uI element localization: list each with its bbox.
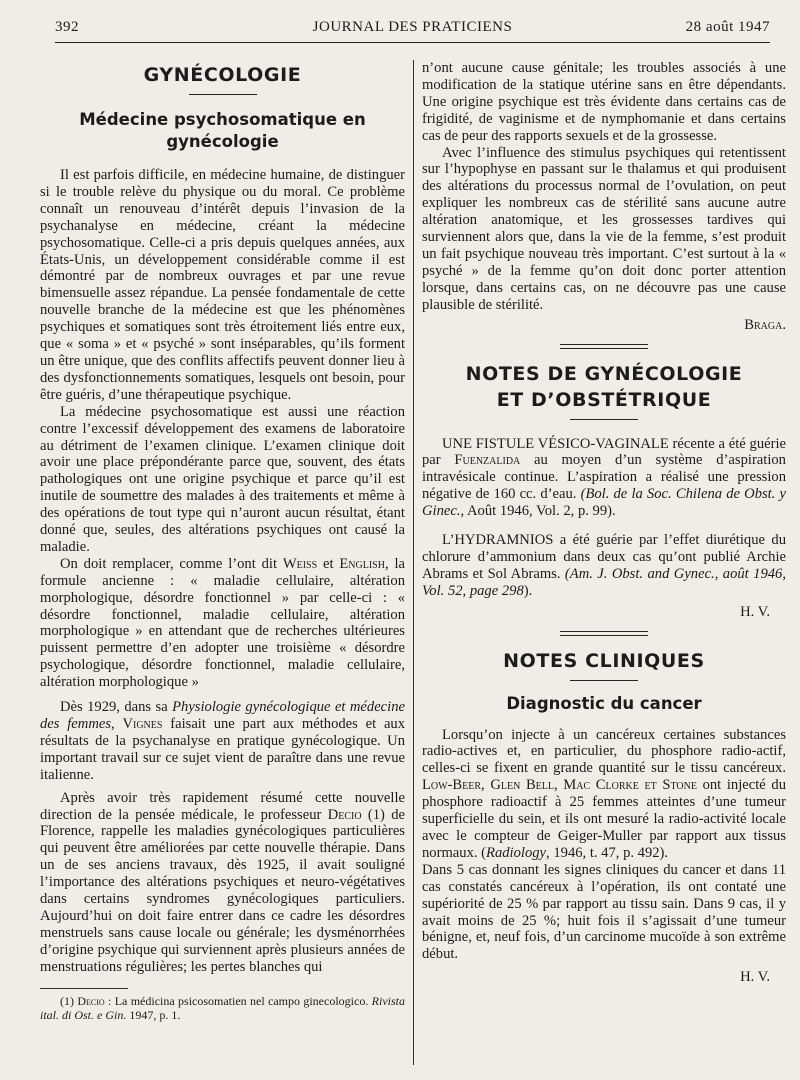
book-title: Physiologie gynécologique et médecine des femmes xyxy=(40,699,405,732)
article-title-cancer: Diagnostic du cancer xyxy=(506,693,702,713)
signature-braga: Braga. xyxy=(744,316,786,333)
paragraph-4: Dès 1929, dans sa Physiologie gynécologique et médecine des femmes, Vignes faisait une part aux méthodes et aux résultats de la psychanalyse en pratique gynécologique. Un important travail sur ce sujet vient de paraître dans une revue italienne. xyxy=(40,699,406,783)
author-fuenzalida: Fuenzalida xyxy=(454,452,521,469)
paragraph-6: n’ont aucune cause génitale; les troubles associés à une modification de la statique utérine sans en être dépendants. Une origine psychique est très évidente dans certains cas de frigidité, de vaginisme et de nymphomanie et dans certains cas de peur des rapports sexuels et de la grossesse. xyxy=(422,60,786,144)
note-hydramnios-head: L’HYDRAMNIOS xyxy=(442,532,554,549)
journal-title: JOURNAL DES PRATICIENS xyxy=(312,19,513,35)
column-divider xyxy=(413,60,414,1065)
section-rule xyxy=(570,680,638,681)
signature-hv: H. V. xyxy=(740,969,770,986)
right-column xyxy=(422,60,786,986)
section-rule xyxy=(570,419,638,420)
section-rule xyxy=(189,94,257,95)
paragraph-2: La médecine psychosomatique est aussi une réaction contre l’excessif développement des examens de laboratoire au détriment de l’examen clinique. L’examen clinique doit avoir une place prépondérante parce que, souvent, des états pathologiques ont une origine psychique et parce qu’il est inutile de soumettre des malades à des traitements et même à des opérations de tout type qui n’auront aucun résultat, étant donné que, seules, des altérations psychiques ont causé la maladie. xyxy=(40,403,405,555)
double-rule xyxy=(560,631,648,636)
double-rule xyxy=(560,344,648,349)
paragraph-1: Il est parfois difficile, en médecine humaine, de distinguer si le trouble relève du physique ou du moral. Ce problème connaît un renouveau d’intérêt depuis l’invasion de la psychanalyse en médecine, créant la médecine psychosomatique. Celle-ci a pris depuis quelques années, aux États-Unis, un développement considérable comme il est démontré par de nombreux ouvrages et par une revue bimensuelle assez répandue. La pensée fondamentale de cette nouvelle branche de la médecine est que les phénomènes psychiques et somatiques sont très étroitement liés entre eux, que « soma » et « psyché » sont inséparables, qu’ils forment un être unique, que des conflits affectifs peuvent donner lieu à des dysfonctionnements somatiques, lesquels ont besoin, pour être guéris, d’une thérapeutique psychique. xyxy=(40,167,405,403)
author-decio: Decio xyxy=(327,806,362,823)
note-fistule: UNE FISTULE VÉSICO-VAGINALE récente a été guérie par Fuenzalida au moyen d’un système d’aspiration intravésicale continue. L’aspiration a réalisé une pression négative de 160 cc. d’eau. (Bol. de la Soc. Chilena de Obst. y Ginec., Août 1946, Vol. 2, p. 99). xyxy=(422,435,787,520)
footnote-ref: (1) xyxy=(361,806,385,823)
note-fistule-head: UNE FISTULE VÉSICO-VAGINALE xyxy=(442,435,669,452)
issue-date: 28 août 1947 xyxy=(685,19,770,35)
article-title: Médecine psychosomatique en gynécologie xyxy=(79,110,366,151)
author-weiss: Weiss xyxy=(282,555,318,572)
footnote-rule xyxy=(40,988,128,989)
signature-hv: H. V. xyxy=(740,603,770,620)
paragraph-9: Dans 5 cas donnant les signes cliniques du cancer et dans 11 cas constatés cancéreux à l’opération, ils ont contaté une supériorité de 25 % par rapport au tissu sain. Dans 9 cas, il y avait moins de 25 %; huit fois il s’agissait d’une tumeur bénigne, et, neuf fois, d’un carcinome mucoïde à son extrême début. xyxy=(422,861,786,963)
left-column xyxy=(40,60,405,1022)
section-title-notes-gynecologie: NOTES DE GYNÉCOLOGIE ET D’OBSTÉTRIQUE xyxy=(465,362,743,411)
header-rule xyxy=(55,42,770,43)
footnote: (1) Decio : La médicina psicosomatien nel campo ginecologico. Rivista ital. di Ost. e Gin. 1947, p. 1. xyxy=(40,993,405,1022)
authors-low-beer: Low-Beer, Glen Bell, Mac Clorke et Stone xyxy=(422,777,697,794)
page-number: 392 xyxy=(55,19,79,35)
paragraph-7: Avec l’influence des stimulus psychiques qui retentissent sur l’hypophyse en passant sur le thalamus et qui produisent des altérations du processus normal de l’ovulation, on peut expliquer les nombreux cas de stérilité sans aucune autre altération anatomique, et les grossesses tardives qui surviennent alors que, dans la vie de la femme, s’est produit un fait psychique nouveau très important. C’est surtout à la « psyché » de la femme qu’on doit donc porter attention lorsque, dans certains cas, on ne découvre pas une cause plausible de stérilité. xyxy=(422,144,786,313)
author-english: English xyxy=(339,555,385,572)
paragraph-8: Lorsqu’on injecte à un cancéreux certaines substances radio-actives et, en particulier, du phosphore radio-actif, celles-ci se fixent en grande quantité sur le tissu cancéreux. Low-Beer, Glen Bell, Mac Clorke et Stone ont injecté du phosphore radioactif à 25 femmes atteintes d’une tumeur superficielle du sein, et ils ont mesuré la radio-activité locale avec le compteur de Geiger-Muller par rapport aux tissus normaux. (Radiology, 1946, t. 47, p. 492). xyxy=(422,726,786,861)
paragraph-5: Après avoir très rapidement résumé cette nouvelle direction de la pensée médicale, le professeur Decio (1) de Florence, rappelle les maladies gynécologiques particulières qui peuvent être améliorées par cette nouvelle thérapie. Dans un de ses anciens travaux, dès 1925, il avait souligné l’importance des altérations psychiques et neuro-végétatives dans certains syndromes gynécologiques particuliers. Aujourd’hui on doit faire entrer dans ce cadre les désordres menstruels sans cause locale ou générale; les dysménorrhées d’origine psychique qui surviennent après plusieurs années de menstruations régulières; les pertes blanches qui xyxy=(40,789,405,975)
running-header xyxy=(55,19,770,41)
note-hydramnios: L’HYDRAMNIOS a été guérie par l’effet diurétique du chlorure d’ammonium dans deux cas qu’ont publié Archie Abrams et Sol Abrams. (Am. J. Obst. and Gynec., août 1946, Vol. 52, page 298). xyxy=(422,532,786,599)
paragraph-3: On doit remplacer, comme l’ont dit Weiss et English, la formule ancienne : « maladie cellulaire, altération morphologique, désordre fonctionnel » par celle-ci : « désordre fonctionnel, maladie cellulaire, altération morphologique » en attendant que de recherches ultérieures puissent permettre d’en adopter une troisième « désordre psychologique, désordre fonctionnel, maladie cellulaire, altération morphologique » xyxy=(40,555,405,691)
section-title-notes-cliniques: NOTES CLINIQUES xyxy=(503,649,705,672)
author-vignes: Vignes xyxy=(122,716,163,732)
section-title-gynecologie: GYNÉCOLOGIE xyxy=(143,64,302,86)
